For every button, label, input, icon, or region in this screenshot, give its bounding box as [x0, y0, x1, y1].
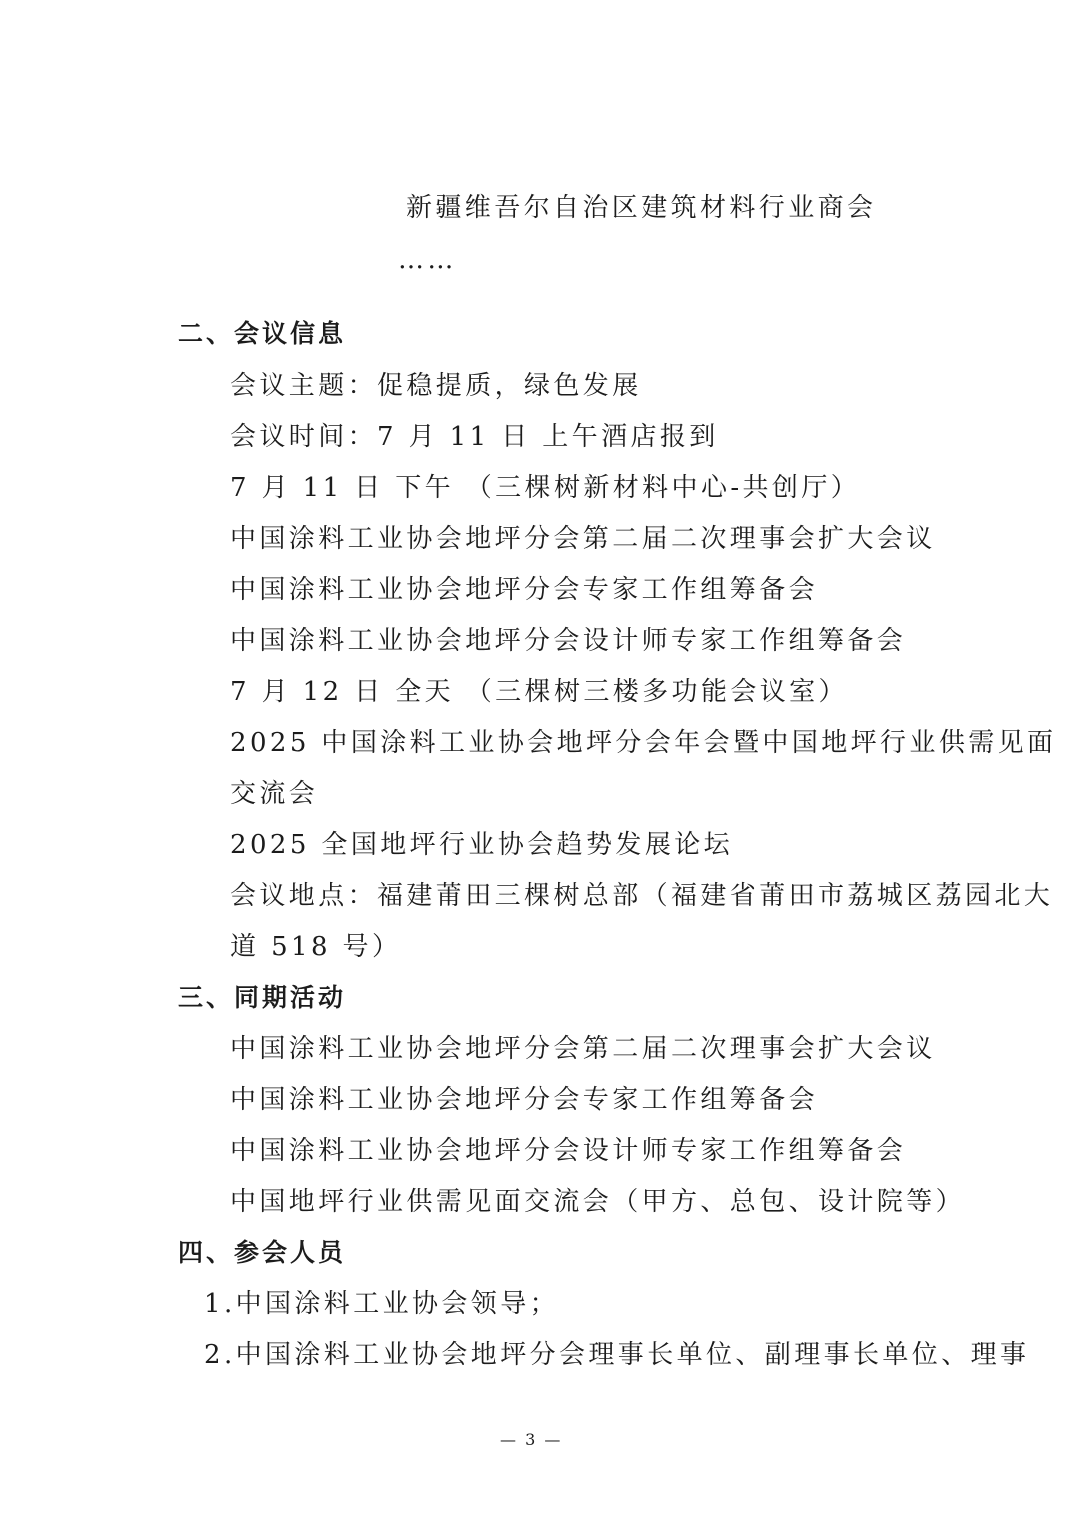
section-heading-concurrent-events: 三、同期活动	[178, 983, 347, 1012]
attendee-line: 1.中国涂料工业协会领导；	[204, 1289, 560, 1319]
page-number: — 3 —	[500, 1430, 563, 1449]
signatory-line: 新疆维吾尔自治区建筑材料行业商会	[406, 193, 877, 223]
section-heading-meeting-info: 二、会议信息	[178, 319, 347, 348]
attendee-line: 2.中国涂料工业协会地坪分会理事长单位、副理事长单位、理事	[204, 1340, 1030, 1370]
event-line: 中国涂料工业协会地坪分会专家工作组筹备会	[230, 1085, 819, 1115]
section-heading-attendees: 四、参会人员	[178, 1238, 347, 1267]
schedule-line: 7 月 12 日 全天 （三棵树三楼多功能会议室）	[230, 677, 848, 707]
meeting-location: 会议地点：福建莆田三棵树总部（福建省莆田市荔城区荔园北大	[230, 881, 1054, 911]
event-line: 中国地坪行业供需见面交流会（甲方、总包、设计院等）	[230, 1187, 966, 1217]
schedule-line: 中国涂料工业协会地坪分会专家工作组筹备会	[230, 575, 819, 605]
schedule-line: 中国涂料工业协会地坪分会设计师专家工作组筹备会	[230, 626, 907, 656]
schedule-line: 2025 中国涂料工业协会地坪分会年会暨中国地坪行业供需见面	[230, 728, 1057, 758]
schedule-line: 2025 全国地坪行业协会趋势发展论坛	[230, 830, 734, 860]
meeting-location: 道 518 号）	[230, 932, 402, 962]
schedule-line: 7 月 11 日 下午 （三棵树新材料中心-共创厅）	[230, 473, 861, 503]
event-line: 中国涂料工业协会地坪分会第二届二次理事会扩大会议	[230, 1034, 936, 1064]
schedule-line: 交流会	[230, 779, 319, 809]
event-line: 中国涂料工业协会地坪分会设计师专家工作组筹备会	[230, 1136, 907, 1166]
meeting-theme: 会议主题：促稳提质，绿色发展	[230, 371, 642, 401]
meeting-time: 会议时间：7 月 11 日 上午酒店报到	[230, 422, 719, 452]
ellipsis: ……	[398, 245, 457, 275]
schedule-line: 中国涂料工业协会地坪分会第二届二次理事会扩大会议	[230, 524, 936, 554]
